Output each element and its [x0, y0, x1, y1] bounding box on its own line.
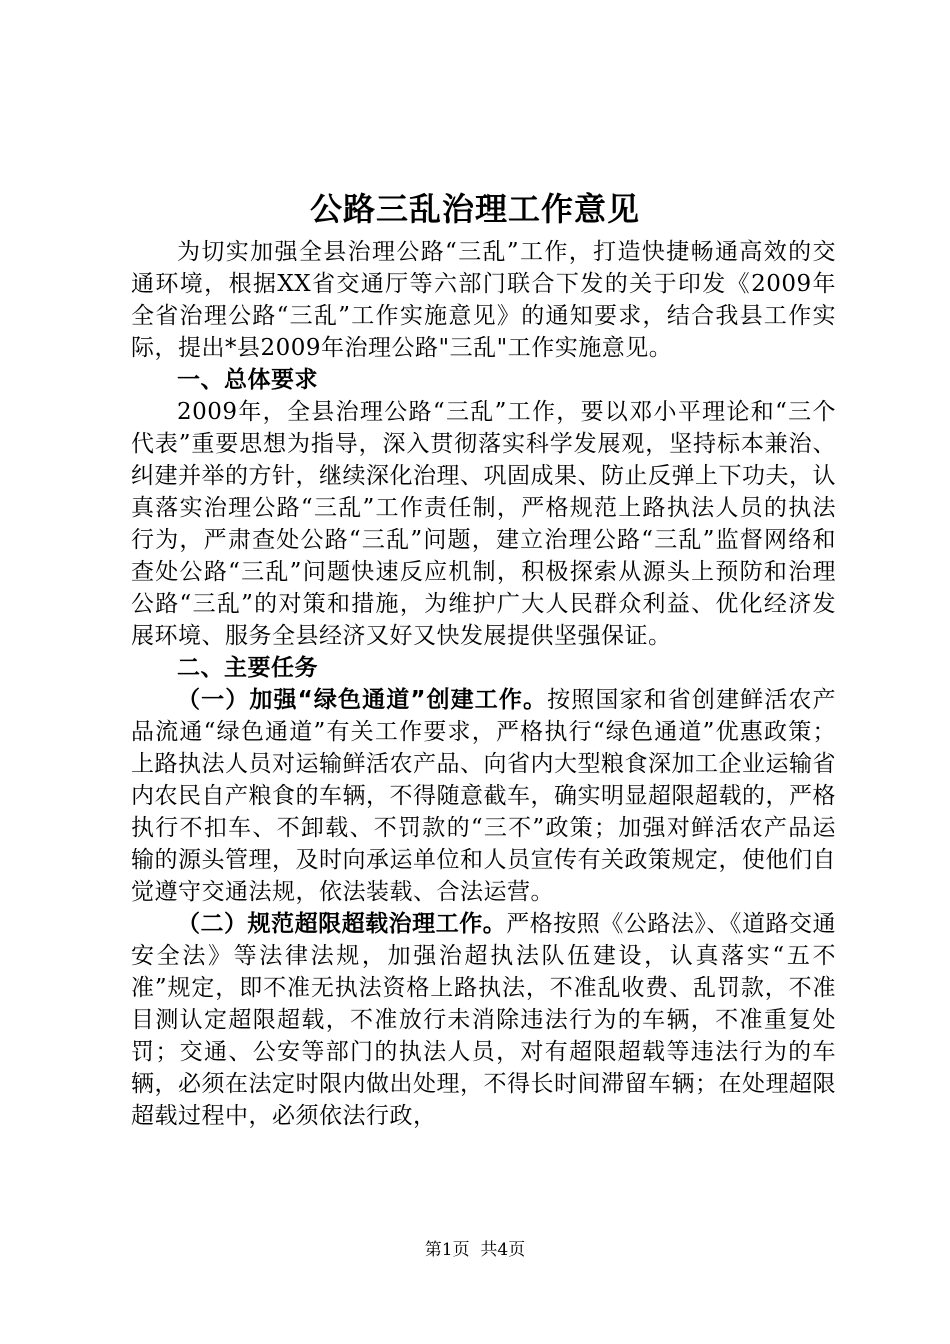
- task-item-overload-control-lead: （二）规范超限超载治理工作。: [177, 911, 507, 937]
- document-body: [131, 236, 836, 1132]
- task-item-green-channel-text: 按照国家和省创建鲜活农产品流通“绿色通道”有关工作要求，严格执行“绿色通道”优惠政策；上路执法人员对运输鲜活农产品、向省内大型粮食深加工企业运输省内农民自产粮食的车辆，不得随意截车，确实明显超限超载的，严格执行不扣车、不卸载、不罚款的“三不”政策；加强对鲜活农产品运输的源头管理，及时向承运单位和人员宣传有关政策规定，使他们自觉遵守交通法规，依法装载、合法运营。: [131, 687, 837, 905]
- task-item-overload-control-text: 严格按照《公路法》、《道路交通安全法》等法律法规，加强治超执法队伍建设，认真落实“五不准”规定，即不准无执法资格上路执法，不准乱收费、乱罚款，不准目测认定超限超载，不准放行未消除违法行为的车辆，不准重复处罚；交通、公安等部门的执法人员，对有超限超载等违法行为的车辆，必须在法定时限内做出处理，不得长时间滞留车辆；在处理超限超载过程中，必须依法行政，: [131, 911, 837, 1129]
- section-heading-main-tasks: 二、主要任务: [177, 655, 318, 681]
- page-number: 第1页: [424, 1240, 470, 1260]
- intro-paragraph: 为切实加强全县治理公路“三乱”工作，打造快捷畅通高效的交通环境，根据XX省交通厅等六部门联合下发的关于印发《2009年全省治理公路“三乱”工作实施意见》的通知要求，结合我县工作实际，提出*县2009年治理公路"三乱"工作实施意见。: [131, 239, 837, 361]
- page-footer: [0, 1238, 950, 1262]
- task-item-overload-control: [131, 908, 836, 1132]
- page-total: 共4页: [480, 1240, 526, 1260]
- task-item-green-channel-lead: （一）加强“绿色通道”创建工作。: [177, 687, 548, 713]
- general-requirements-paragraph: 2009年，全县治理公路“三乱”工作，要以邓小平理论和“三个代表”重要思想为指导，深入贯彻落实科学发展观，坚持标本兼治、纠建并举的方针，继续深化治理、巩固成果、防止反弹上下功夫，认真落实治理公路“三乱”工作责任制，严格规范上路执法人员的执法行为，严肃查处公路“三乱”问题，建立治理公路“三乱”监督网络和查处公路“三乱”问题快速反应机制，积极探索从源头上预防和治理公路“三乱”的对策和措施，为维护广大人民群众利益、优化经济发展环境、服务全县经济又好又快发展提供坚强保证。: [131, 399, 836, 649]
- document-title: 公路三乱治理工作意见: [309, 190, 640, 228]
- footer-spacer: [470, 1240, 481, 1260]
- task-item-green-channel: [131, 684, 836, 908]
- section-heading-general-requirements: 一、总体要求: [177, 367, 318, 393]
